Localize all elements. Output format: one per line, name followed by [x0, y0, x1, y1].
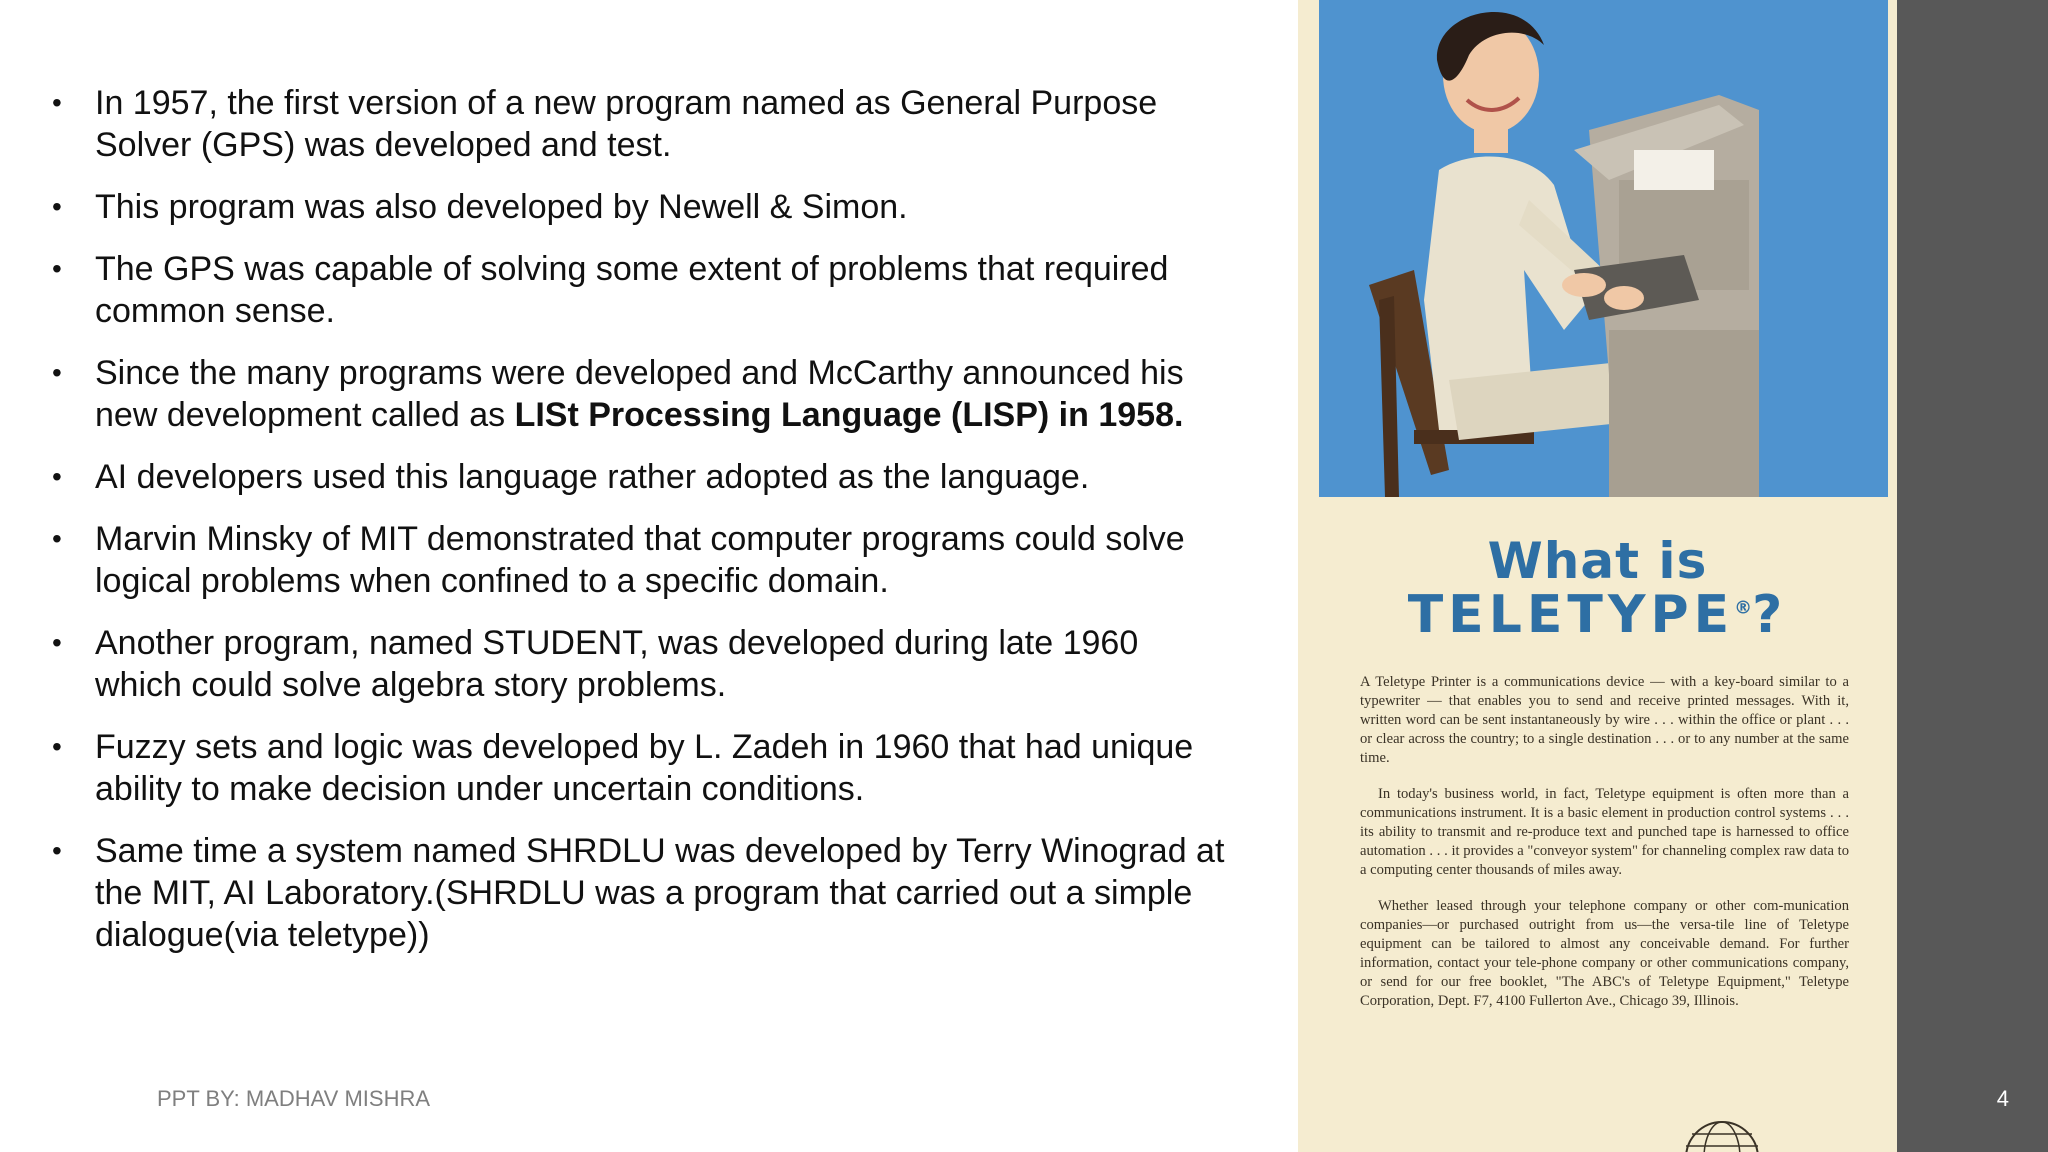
- bullet-text: Another program, named STUDENT, was developed during late 1960 which could solve algebra story problems.: [95, 624, 1139, 704]
- bullet-item: [50, 82, 1230, 166]
- right-side-band: [1897, 0, 2048, 1152]
- poster-paragraph: In today's business world, in fact, Teletype equipment is often more than a communications instrument. It is a basic element in production control systems . . . its ability to transmit and re-produce text and punched tape is harnessed to office automation . . . it provides a "conveyor system" for channeling complex raw data to a computing center thousands of miles away.: [1360, 786, 1849, 878]
- bullet-marker: •: [52, 835, 62, 866]
- bullet-marker: •: [52, 523, 62, 554]
- bullet-marker: •: [52, 627, 62, 658]
- bullet-item: [50, 456, 1230, 498]
- bullet-item: [50, 352, 1230, 436]
- poster-paragraph: Whether leased through your telephone company or other com-munication companies—or purchased outright from us—the versa-tile line of Teletype equipment can be tailored to almost any conceivable demand. For further information, contact your tele-phone company or other communications company, or send for our free booklet, "The ABC's of Teletype Equipment," Teletype Corporation, Dept. F7, 4100 Fullerton Ave., Chicago 39, Illinois.: [1360, 898, 1849, 1009]
- poster-title-word: TELETYPE: [1407, 585, 1735, 645]
- bullet-item: [50, 248, 1230, 332]
- bullet-marker: •: [52, 87, 62, 118]
- bullet-marker: •: [52, 253, 62, 284]
- bullet-text: The GPS was capable of solving some extent of problems that required common sense.: [95, 250, 1169, 330]
- poster-title-line1: What is: [1487, 532, 1708, 590]
- woman-at-teletype-illustration: [1319, 0, 1888, 497]
- bullet-marker: •: [52, 461, 62, 492]
- bullet-list: [50, 82, 1230, 976]
- teletype-poster: [1298, 0, 1897, 1152]
- bullet-text: Marvin Minsky of MIT demonstrated that computer programs could solve logical problems when confined to a specific domain.: [95, 520, 1185, 600]
- bullet-text: Fuzzy sets and logic was developed by L. Zadeh in 1960 that had unique ability to make decision under uncertain conditions.: [95, 728, 1194, 808]
- bullet-marker: •: [52, 731, 62, 762]
- poster-photo: [1319, 0, 1888, 497]
- bullet-bold-text: LISt Processing Language (LISP) in 1958.: [514, 396, 1184, 434]
- bullet-text: Same time a system named SHRDLU was developed by Terry Winograd at the MIT, AI Laboratory.(SHRDLU was a program that carried out a simple dialogue(via teletype)): [95, 832, 1225, 954]
- bullet-text: This program was also developed by Newell & Simon.: [95, 188, 908, 226]
- bullet-item: [50, 186, 1230, 228]
- footer-author: PPT BY: MADHAV MISHRA: [157, 1086, 431, 1111]
- slide-number: 4: [1996, 1086, 2009, 1111]
- bullet-item: [50, 830, 1230, 956]
- bullet-item: [50, 622, 1230, 706]
- bullet-text: AI developers used this language rather adopted as the language.: [95, 458, 1090, 496]
- registered-mark: ®: [1734, 597, 1753, 619]
- bullet-text: In 1957, the first version of a new program named as General Purpose Solver (GPS) was developed and test.: [95, 84, 1158, 164]
- poster-title-line2: [1298, 585, 1897, 645]
- poster-body: [1360, 673, 1849, 1028]
- globe-logo-icon: [1682, 1118, 1762, 1152]
- bullet-marker: •: [52, 357, 62, 388]
- poster-title-question: ?: [1752, 585, 1788, 645]
- poster-paragraph: A Teletype Printer is a communications device — with a key-board similar to a typewriter — that enables you to send and receive printed messages. With it, written word can be sent instantaneously by wire . . . within the office or plant . . . or clear across the country; to a single destination . . . or to any number at the same time.: [1360, 674, 1849, 766]
- bullet-item: [50, 518, 1230, 602]
- bullet-text: Since the many programs were developed and McCarthy announced his new development called as: [95, 354, 1184, 434]
- bullet-item: [50, 726, 1230, 810]
- bullet-marker: •: [52, 191, 62, 222]
